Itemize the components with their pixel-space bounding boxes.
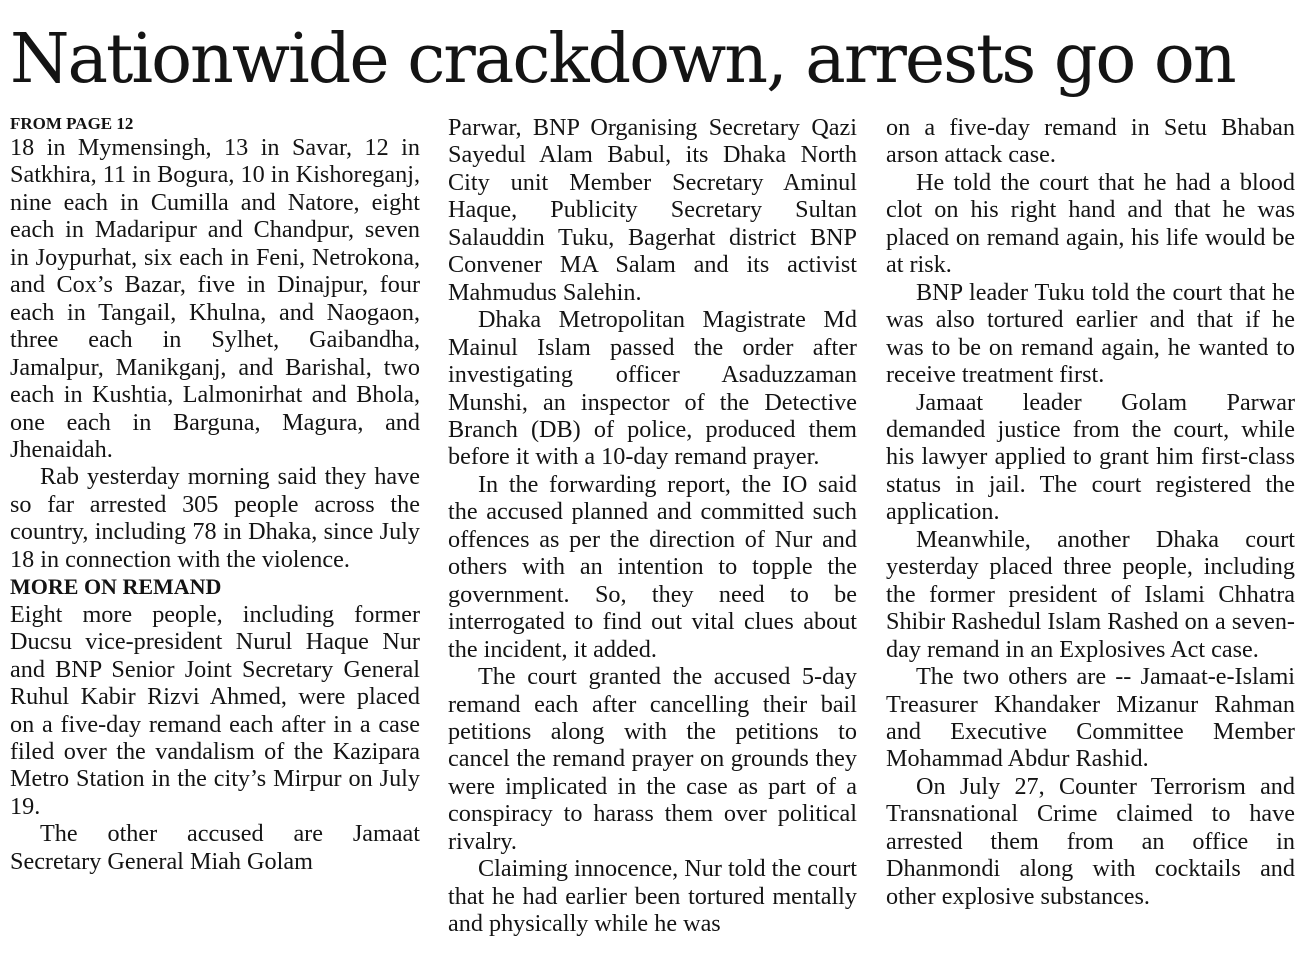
paragraph: Eight more people, including former Ducsu vice-president Nurul Haque Nur and BNP Senior Joint Secretary General Ruhul Kabir Rizvi Ahmed, were placed on a five-day remand each after in a case filed over the vandalism of the Kazipara Metro Station in the city’s Mirpur on July 19.	[10, 600, 420, 820]
paragraph: Claiming innocence, Nur told the court that he had earlier been tortured mentally and physically while he was	[448, 855, 857, 938]
paragraph: The two others are -- Jamaat-e-Islami Treasurer Khandaker Mizanur Rahman and Executive Committee Member Mohammad Abdur Rashid.	[886, 663, 1295, 773]
article-column-2	[448, 114, 857, 944]
paragraph: Rab yesterday morning said they have so far arrested 305 people across the country, including 78 in Dhaka, since July 18 in connection with the violence.	[10, 463, 420, 573]
paragraph: Meanwhile, another Dhaka court yesterday placed three people, including the former president of Islami Chhatra Shibir Rashedul Islam Rashed on a seven-day remand in an Explosives Act case.	[886, 525, 1295, 663]
article-column-3	[886, 114, 1295, 944]
paragraph: BNP leader Tuku told the court that he was also tortured earlier and that if he was to be on remand again, he wanted to receive treatment first.	[886, 278, 1295, 389]
paragraph: on a five-day remand in Setu Bhaban arson attack case.	[886, 114, 1295, 169]
section-subhead: MORE ON REMAND	[10, 574, 222, 600]
article-column-1	[10, 114, 420, 944]
paragraph: The other accused are Jamaat Secretary General Miah Golam	[10, 820, 420, 875]
headline: Nationwide crackdown, arrests go on	[10, 20, 1235, 99]
paragraph: He told the court that he had a blood clot on his right hand and that he was placed on remand again, his life would be at risk.	[886, 168, 1295, 279]
paragraph: 18 in Mymensingh, 13 in Savar, 12 in Satkhira, 11 in Bogura, 10 in Kishoreganj, nine each in Cumilla and Natore, eight each in Madaripur and Chandpur, seven in Joypurhat, six each in Feni, Netrokona, and Cox’s Bazar, five in Dinajpur, four each in Tangail, Khulna, and Naogaon, three each in Sylhet, Gaibandha, Jamalpur, Manikganj, and Barishal, two each in Kushtia, Lalmonirhat and Bhola, one each in Barguna, Magura, and Jhenaidah.	[10, 134, 420, 463]
paragraph: The court granted the accused 5-day remand each after cancelling their bail petitions along with the petitions to cancel the remand prayer on grounds they were implicated in the case as part of a conspiracy to harass them over political rivalry.	[448, 663, 857, 855]
paragraph: Parwar, BNP Organising Secretary Qazi Sayedul Alam Babul, its Dhaka North City unit Member Secretary Aminul Haque, Publicity Secretary Sultan Salauddin Tuku, Bagerhat district BNP Convener MA Salam and its activist Mahmudus Salehin.	[448, 114, 857, 306]
paragraph: Jamaat leader Golam Parwar demanded justice from the court, while his lawyer applied to grant him first-class status in jail. The court registered the application.	[886, 388, 1295, 526]
paragraph: In the forwarding report, the IO said the accused planned and committed such offences as per the direction of Nur and others with an intention to topple the government. So, they need to be interrogated to find out vital clues about the incident, it added.	[448, 470, 857, 663]
paragraph: Dhaka Metropolitan Magistrate Md Mainul Islam passed the order after investigating officer Asaduzzaman Munshi, an inspector of the Detective Branch (DB) of police, produced them before it with a 10-day remand prayer.	[448, 306, 857, 471]
paragraph: On July 27, Counter Terrorism and Transnational Crime claimed to have arrested them from an office in Dhanmondi along with cocktails and other explosive substances.	[886, 772, 1295, 910]
continued-from-label: FROM PAGE 12	[10, 114, 134, 133]
